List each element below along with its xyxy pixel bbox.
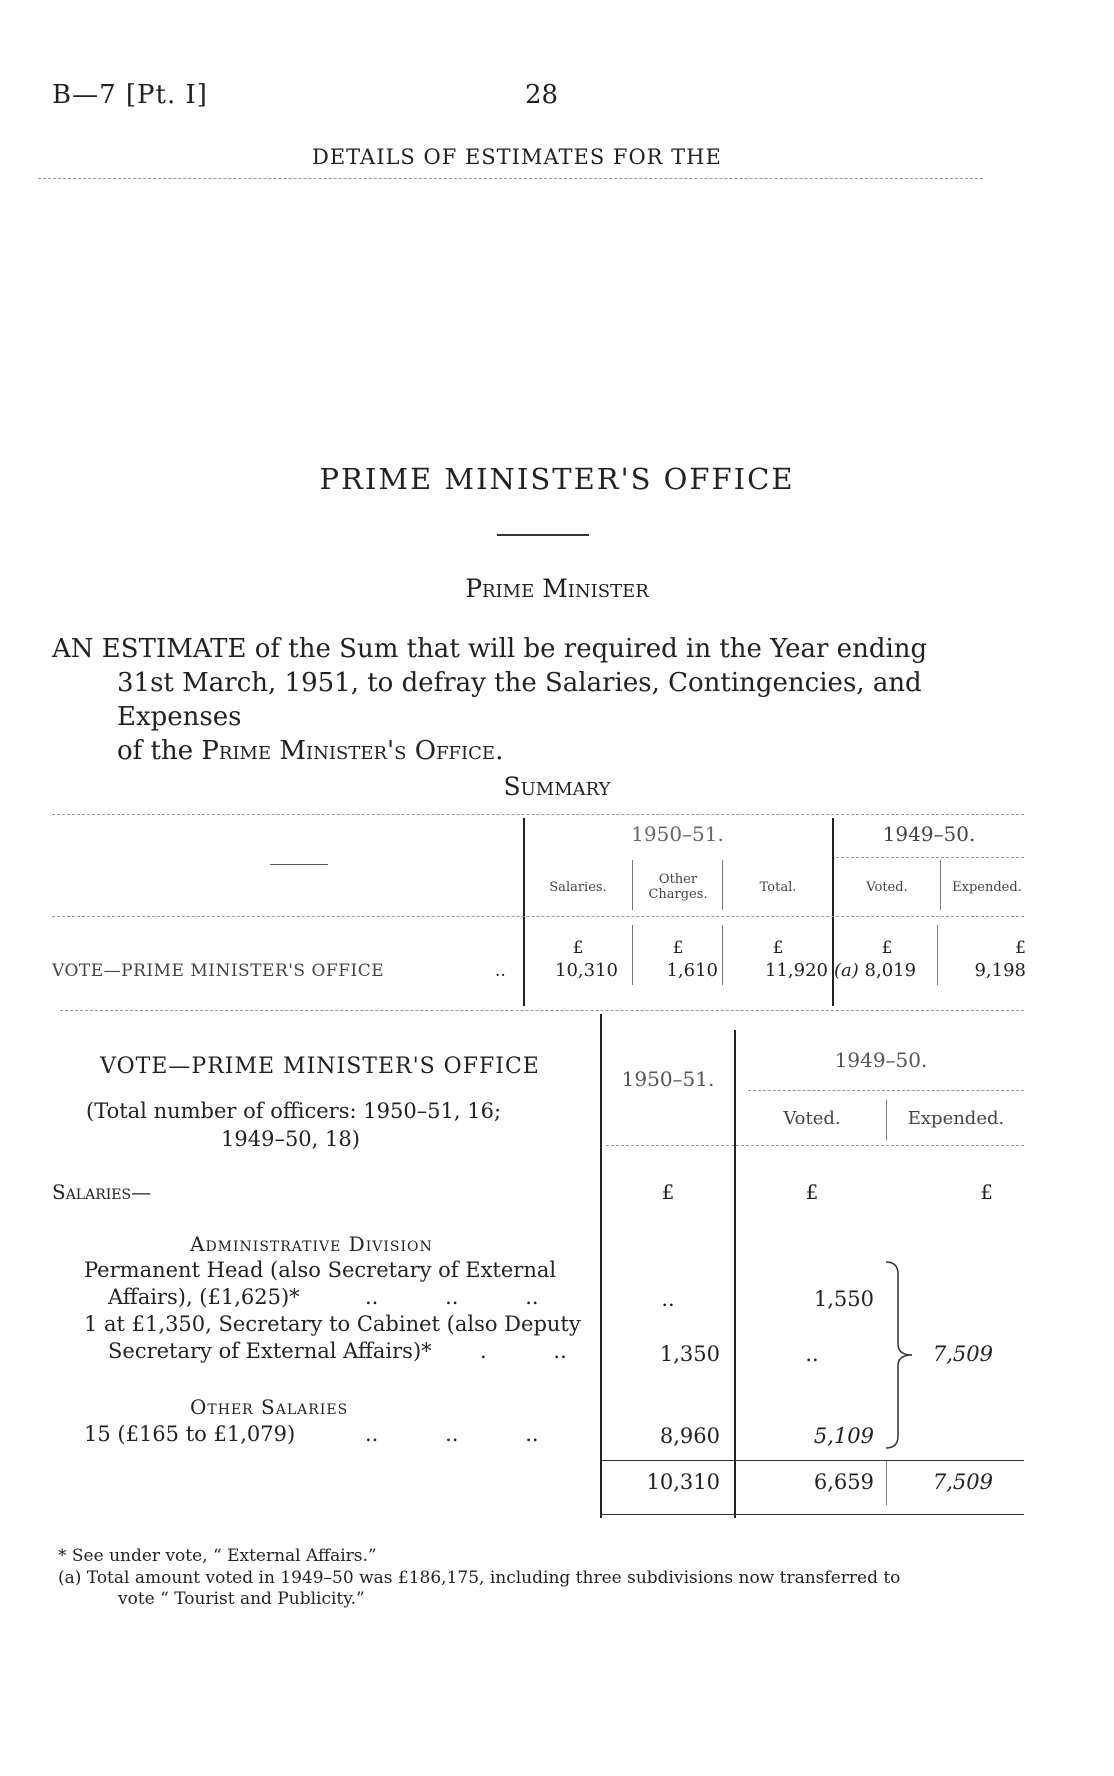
estimate-line-1: AN ESTIMATE of the Sum that will be required in the Year ending: [52, 634, 928, 664]
summary-stub-rule: [270, 864, 328, 865]
summary-salaries: 10,310: [555, 960, 618, 981]
summary-divider-voted: [940, 860, 941, 910]
sec-cabinet-line-1: 1 at £1,350, Secretary to Cabinet (also Deputy: [84, 1312, 581, 1336]
estimate-paragraph: [52, 632, 1042, 768]
summary-divider-sal-2: [632, 925, 633, 985]
vote-heading: VOTE—PRIME MINISTER'S OFFICE: [100, 1054, 540, 1079]
summary-col-total: Total.: [759, 880, 797, 895]
summary-voted-note: (a): [834, 960, 859, 981]
summary-bottom-rule: [60, 1010, 1024, 1011]
summary-col-other-1: Other: [658, 872, 698, 887]
perm-head-dots: .. .. ..: [365, 1285, 539, 1309]
title-rule: [497, 534, 589, 536]
running-header: DETAILS OF ESTIMATES FOR THE: [312, 145, 722, 169]
estimate-office-name: Prime Minister's Office: [201, 736, 496, 766]
vote-col-year: 1950–51.: [621, 1067, 715, 1091]
salaries-label: Salaries—: [52, 1180, 152, 1204]
other-salaries-heading: Other Salaries: [190, 1395, 349, 1419]
vote-officers-2: 1949–50, 18): [221, 1127, 360, 1151]
vote-curr-2: £: [805, 1180, 819, 1204]
summary-other: 1,610: [666, 960, 718, 981]
summary-row-label: VOTE—PRIME MINISTER'S OFFICE: [52, 961, 385, 981]
perm-head-voted: 1,550: [813, 1287, 874, 1311]
bracket-expended: 7,509: [932, 1342, 993, 1366]
summary-divider-sal: [632, 860, 633, 910]
sec-cabinet-line-2: Secretary of External Affairs)*: [108, 1339, 432, 1363]
estimate-line-3-post: .: [495, 736, 504, 766]
vote-divider-left: [600, 1014, 602, 1518]
summary-voted-value: 8,019: [864, 960, 917, 981]
vote-col-expended: Expended.: [907, 1108, 1005, 1129]
footnote-a-line-1: (a) Total amount voted in 1949–50 was £186,175, including three subdivisions now transferred to: [58, 1568, 901, 1588]
vote-header-rule: [606, 1145, 1024, 1146]
vote-total-bottom-rule: [600, 1514, 1024, 1515]
sec-cabinet-dots: . ..: [480, 1339, 567, 1363]
vote-divider-voted-hdr: [886, 1100, 887, 1140]
page-title: PRIME MINISTER'S OFFICE: [319, 462, 795, 496]
summary-curr-4: £: [881, 938, 893, 958]
sec-cabinet-voted: ..: [805, 1342, 819, 1366]
sec-cabinet-current: 1,350: [659, 1342, 720, 1366]
vote-total-current: 10,310: [646, 1470, 720, 1494]
vote-officers-1: (Total number of officers: 1950–51, 16;: [86, 1099, 502, 1123]
summary-top-rule: [52, 814, 1024, 815]
other-salaries-dots: .. .. ..: [365, 1422, 539, 1446]
estimate-line-3: [52, 734, 1042, 768]
vote-divider-mid: [734, 1030, 736, 1518]
page-reference: B—7 [Pt. I]: [52, 80, 208, 110]
footnote-star: * See under vote, “ External Affairs.”: [58, 1546, 377, 1566]
vote-curr-1: £: [661, 1180, 675, 1204]
footnote-a: [58, 1568, 1048, 1610]
summary-expended: 9,198: [974, 960, 1026, 981]
vote-prev-rule: [748, 1090, 1024, 1091]
admin-division-heading: Administrative Division: [190, 1232, 433, 1256]
vote-curr-3: £: [980, 1180, 993, 1204]
summary-divider-oth: [722, 860, 723, 910]
perm-head-line-2: Affairs), (£1,625)*: [108, 1285, 300, 1309]
estimate-line-3-pre: of the: [117, 736, 202, 766]
section-subtitle: Prime Minister: [465, 574, 649, 603]
vote-total-expended: 7,509: [932, 1470, 993, 1494]
vote-total-voted: 6,659: [813, 1470, 874, 1494]
summary-col-voted: Voted.: [866, 880, 908, 895]
summary-divider-oth-2: [722, 925, 723, 985]
summary-col-expended: Expended.: [952, 880, 1022, 895]
summary-mid-rule: [52, 916, 1024, 917]
summary-col-salaries: Salaries.: [549, 880, 607, 895]
header-rule: [38, 178, 983, 179]
summary-row-dots: ..: [495, 961, 506, 981]
perm-head-current: ..: [661, 1287, 675, 1311]
vote-col-voted: Voted.: [783, 1108, 841, 1129]
summary-curr-3: £: [772, 938, 784, 958]
summary-year-prev: 1949–50.: [882, 822, 976, 846]
vote-total-top-rule: [600, 1460, 1024, 1461]
summary-col-other-2: Charges.: [648, 887, 708, 902]
summary-total: 11,920: [765, 960, 828, 981]
other-salaries-voted: 5,109: [813, 1424, 874, 1448]
vote-divider-voted-tot: [886, 1460, 887, 1505]
other-salaries-current: 8,960: [659, 1424, 720, 1448]
page-number: 28: [525, 80, 559, 110]
summary-col-other: [634, 872, 722, 902]
summary-curr-2: £: [672, 938, 684, 958]
summary-curr-5: £: [1015, 938, 1026, 958]
perm-head-line-1: Permanent Head (also Secretary of External: [84, 1258, 557, 1282]
expended-bracket: [880, 1260, 920, 1450]
vote-col-prev: 1949–50.: [834, 1048, 928, 1072]
other-salaries-line: 15 (£165 to £1,079): [84, 1422, 296, 1446]
summary-year-current: 1950–51.: [631, 822, 724, 846]
vote-officers: [86, 1097, 586, 1153]
summary-heading: Summary: [503, 772, 611, 801]
summary-curr-1: £: [572, 938, 584, 958]
summary-voted: [834, 960, 916, 981]
summary-year-prev-rule: [836, 857, 1024, 858]
footnote-a-line-2: vote “ Tourist and Publicity.”: [118, 1589, 365, 1609]
estimate-line-2: 31st March, 1951, to defray the Salaries, Contingencies, and Expenses: [117, 668, 922, 732]
